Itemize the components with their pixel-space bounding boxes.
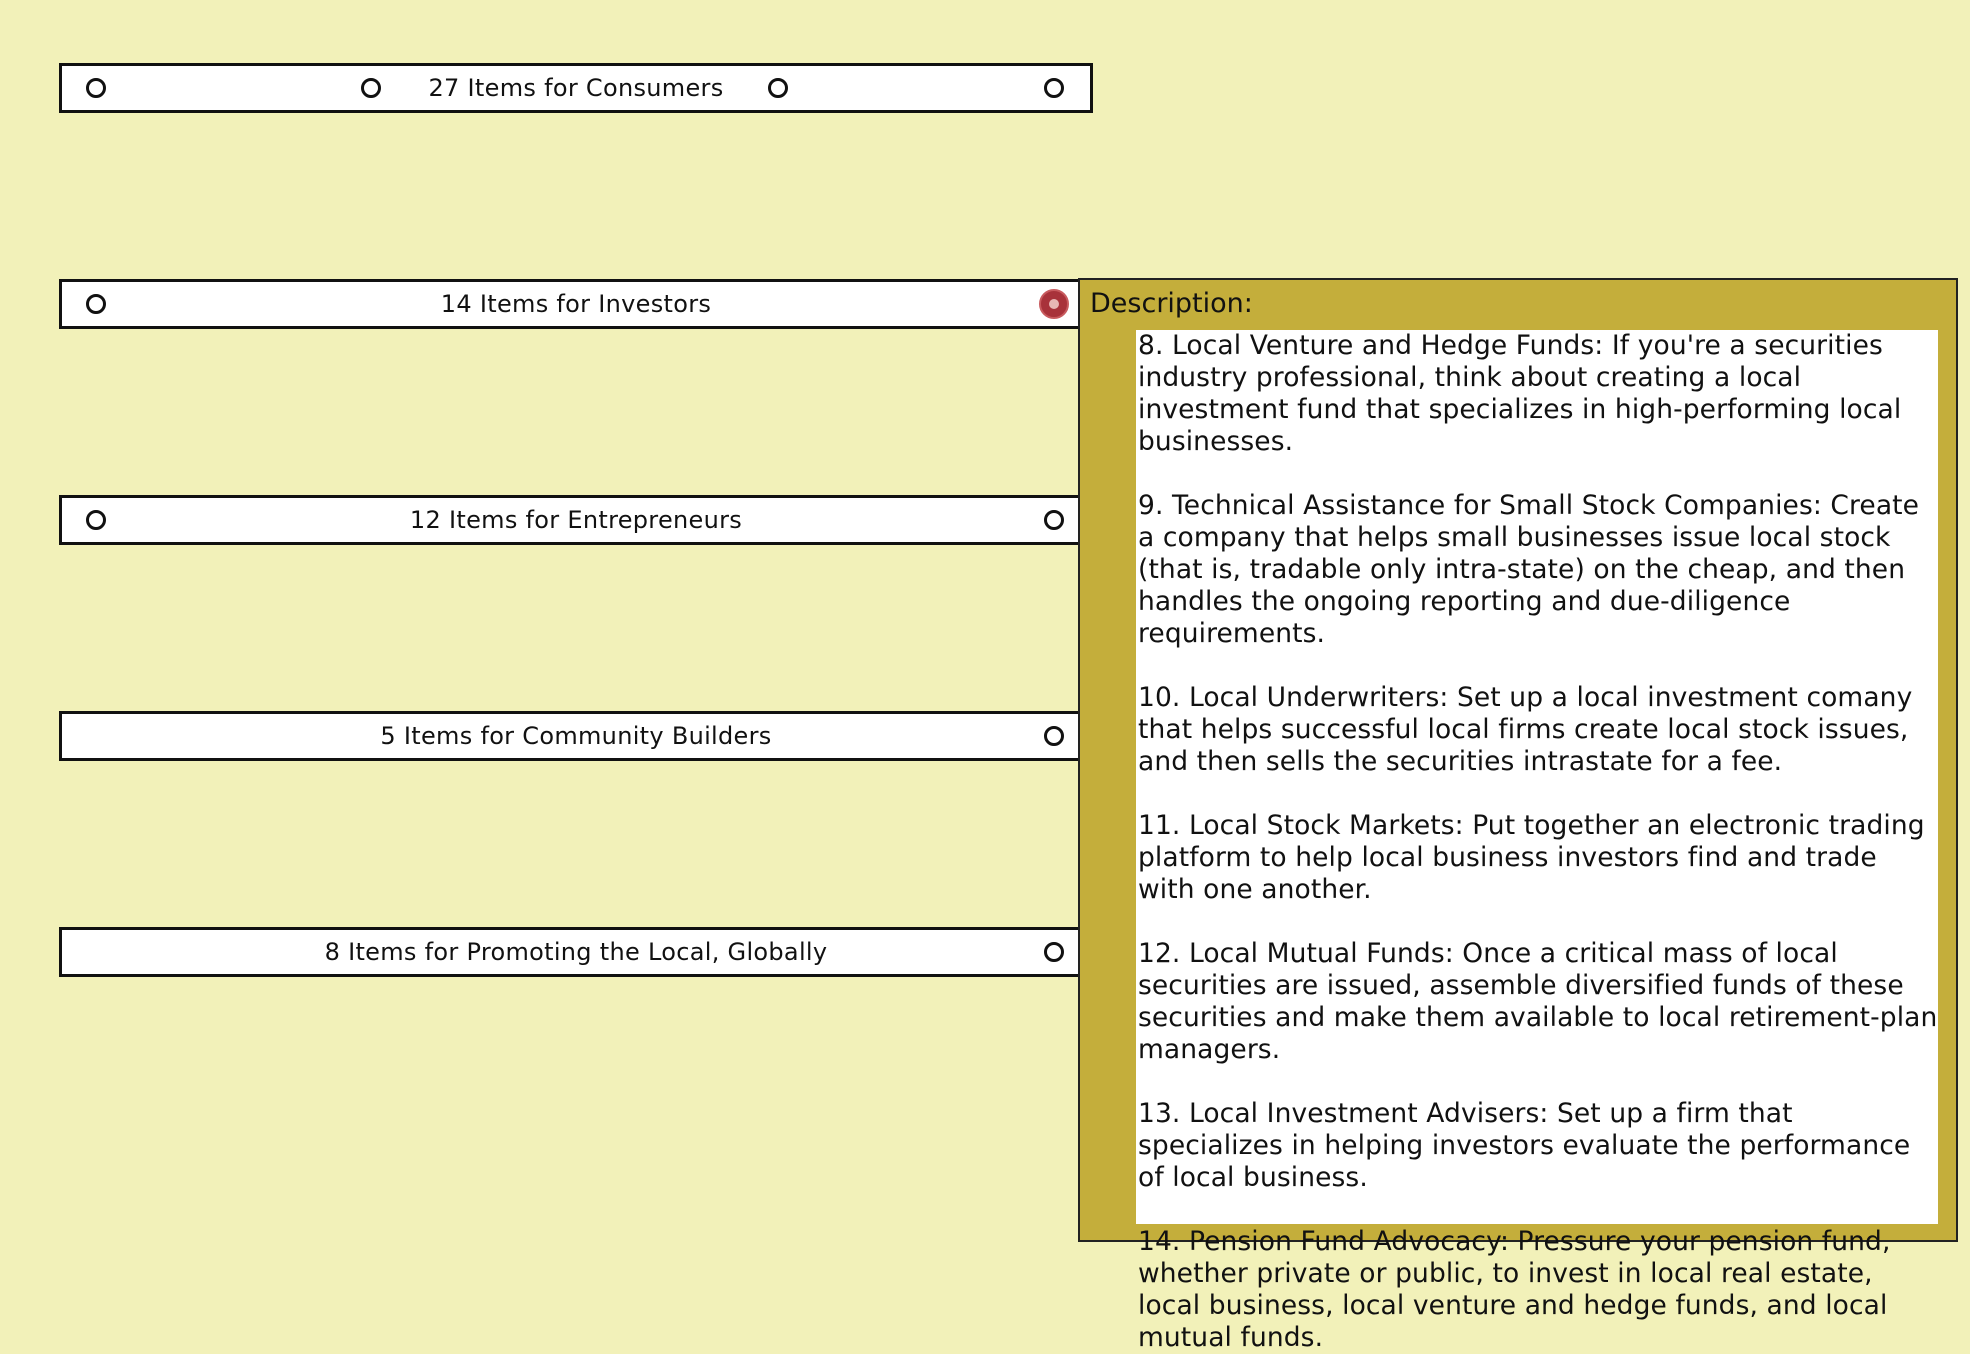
category-bar-promoting-local[interactable] <box>59 927 1093 977</box>
description-item-14: 14. Pension Fund Advocacy: Pressure your pension fund, whether private or public, to invest in local real estate, local business, local venture and hedge funds, and local mutual funds. <box>1138 1226 1891 1353</box>
description-body[interactable] <box>1136 330 1938 1353</box>
category-bar-consumers[interactable] <box>59 63 1093 113</box>
category-label-promoting-local: 8 Items for Promoting the Local, Globally <box>324 938 828 966</box>
category-bar-investors[interactable] <box>59 279 1093 329</box>
radio-promoting-local[interactable] <box>1044 942 1064 962</box>
radio-entrepreneurs-right[interactable] <box>1044 510 1064 530</box>
description-item-10: 10. Local Underwriters: Set up a local investment comany that helps successful local firms create local stock issues, and then sells the securities intrastate for a fee. <box>1138 682 1913 777</box>
description-item-13: 13. Local Investment Advisers: Set up a firm that specializes in helping investors evaluate the performance of local business. <box>1138 1098 1911 1193</box>
radio-investors-selected[interactable] <box>1039 289 1069 319</box>
category-bar-entrepreneurs[interactable] <box>59 495 1093 545</box>
description-item-8: 8. Local Venture and Hedge Funds: If you're a securities industry professional, think about creating a local investment fund that specializes in high-performing local businesses. <box>1138 330 1902 457</box>
description-item-11: 11. Local Stock Markets: Put together an electronic trading platform to help local business investors find and trade with one another. <box>1138 810 1925 905</box>
category-label-consumers: 27 Items for Consumers <box>428 74 724 102</box>
description-item-9: 9. Technical Assistance for Small Stock Companies: Create a company that helps small businesses issue local stock (that is, tradable only intra-state) on the cheap, and then handles the ongoing reporting and due-diligence requirements. <box>1138 490 1920 649</box>
category-label-community-builders: 5 Items for Community Builders <box>380 722 772 750</box>
radio-community-builders[interactable] <box>1044 726 1064 746</box>
description-item-12: 12. Local Mutual Funds: Once a critical mass of local securities are issued, assemble diversified funds of these securities and make them available to local retirement-plan managers. <box>1138 938 1938 1065</box>
category-label-entrepreneurs: 12 Items for Entrepreneurs <box>409 506 743 534</box>
description-heading: Description: <box>1090 288 1253 319</box>
category-label-investors: 14 Items for Investors <box>440 290 712 318</box>
category-bar-community-builders[interactable] <box>59 711 1093 761</box>
description-panel <box>1078 278 1958 1353</box>
